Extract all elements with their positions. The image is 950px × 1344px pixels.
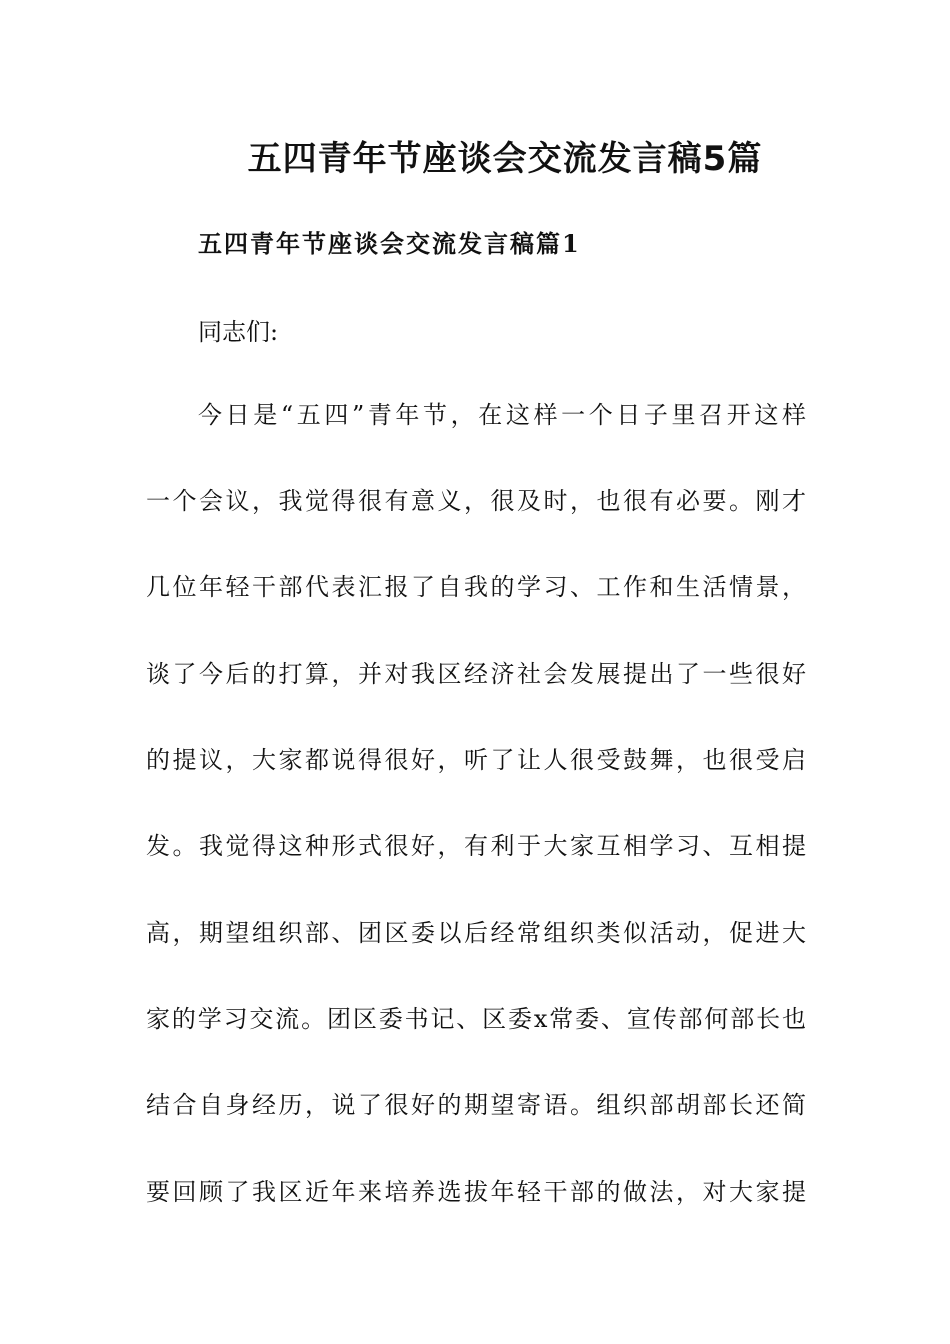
body-line: 结合自身经历，说了很好的期望寄语。组织部胡部长还简 — [146, 1091, 806, 1119]
section-heading: 五四青年节座谈会交流发言稿篇1 — [198, 229, 581, 258]
body-line: 谈了今后的打算，并对我区经济社会发展提出了一些很好 — [146, 660, 806, 688]
salutation: 同志们: — [198, 318, 279, 346]
body-line: 的提议，大家都说得很好，听了让人很受鼓舞，也很受启 — [146, 746, 806, 774]
body-line: 要回顾了我区近年来培养选拔年轻干部的做法，对大家提 — [146, 1178, 806, 1206]
body-line: 发。我觉得这种形式很好，有利于大家互相学习、互相提 — [146, 832, 806, 860]
body-line: 一个会议，我觉得很有意义，很及时，也很有必要。刚才 — [146, 487, 806, 515]
body-line: 家的学习交流。团区委书记、区委x常委、宣传部何部长也 — [146, 1005, 806, 1033]
document-title: 五四青年节座谈会交流发言稿5篇 — [247, 139, 763, 179]
body-line: 几位年轻干部代表汇报了自我的学习、工作和生活情景， — [146, 573, 806, 601]
body-line: 高，期望组织部、团区委以后经常组织类似活动，促进大 — [146, 919, 806, 947]
body-line: 今日是“五四”青年节，在这样一个日子里召开这样 — [198, 401, 806, 429]
